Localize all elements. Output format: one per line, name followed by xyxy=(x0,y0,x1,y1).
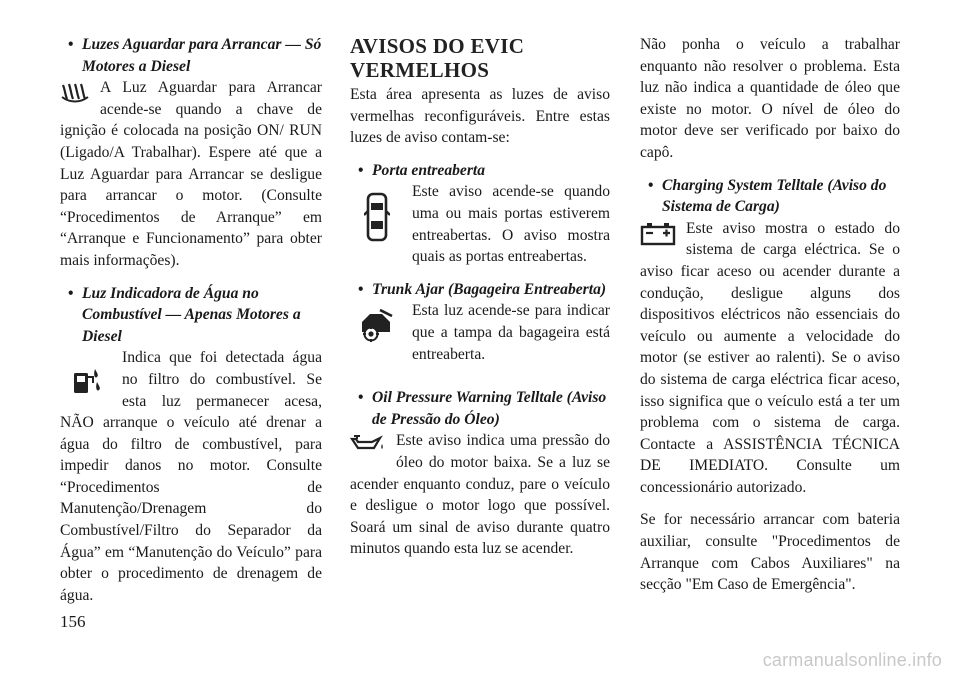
section-intro: Esta área apresenta as luzes de aviso vermelhas reconfiguráveis. Entre estas luzes de aviso contam-se: xyxy=(350,86,610,147)
glow-plug-icon xyxy=(60,81,90,103)
glow-plug-block xyxy=(60,77,322,271)
oil-pressure-text: Este aviso indica uma pressão do óleo do motor baixa. Se a luz se acender enquanto conduz, pare o veículo e desligue o motor logo que possível. Soará um sinal de aviso durante quatro minutos quando esta luz se acender. xyxy=(350,432,610,558)
charging-block xyxy=(640,218,900,499)
column-middle xyxy=(350,34,610,560)
charging-heading: • Charging System Telltale (Aviso do Sistema de Carga) xyxy=(640,175,900,218)
trunk-ajar-block xyxy=(350,300,610,365)
oil-pressure-heading: • Oil Pressure Warning Telltale (Aviso de Pressão do Óleo) xyxy=(350,387,610,430)
trunk-ajar-heading: • Trunk Ajar (Bagageira Entreaberta) xyxy=(350,279,610,301)
column-right xyxy=(640,34,900,596)
jump-start-paragraph: Se for necessário arrancar com bateria auxiliar, consulte "Procedimentos de Arranque com Cabos Auxiliares" na secção "Em Caso de Emergência". xyxy=(640,511,900,594)
door-ajar-text: Este aviso acende-se quando uma ou mais portas estiverem entreabertas. O aviso mostra quais as portas entreabertas. xyxy=(412,183,610,266)
trunk-ajar-icon xyxy=(358,308,394,342)
door-ajar-icon xyxy=(364,191,390,243)
column-left xyxy=(60,34,322,606)
glow-plug-heading: • Luzes Aguardar para Arrancar — Só Motores a Diesel xyxy=(60,34,322,77)
oil-pressure-block xyxy=(350,430,610,560)
door-ajar-heading: • Porta entreaberta xyxy=(350,160,610,182)
battery-icon xyxy=(640,222,676,246)
oil-paragraph: Não ponha o veículo a trabalhar enquanto não resolver o problema. Esta luz não indica a quantidade de óleo que existe no motor. O nível de óleo do motor deve ser verificado por baixo do capô. xyxy=(640,36,900,161)
watermark: carmanualsonline.info xyxy=(762,650,942,670)
page-number: 156 xyxy=(60,612,86,631)
water-in-fuel-text: Indica que foi detectada água no filtro do combustível. Se esta luz permanecer acesa, NÃO arranque o veículo até drenar a água do filtro de combustível, para impedir danos no motor. Consulte “Procedimentos de Manutenção/Drenagem do Combustível/Filtro do Separador da Água” em “Manutenção do Veículo” para obter o procedimento de drenagem de água. xyxy=(60,349,322,604)
glow-plug-text: A Luz Aguardar para Arrancar acende-se quando a chave de ignição é colocada na posição ON/ RUN (Ligado/A Trabalhar). Espere até que a Luz Aguardar para Arrancar se desligue para arrancar o motor. (Consulte “Procedimentos de Arranque” em “Arranque e Funcionamento” para obter mais informações). xyxy=(60,79,322,269)
charging-text: Este aviso mostra o estado do sistema de carga eléctrica. Se o aviso ficar aceso ou acender durante a condução, desligue alguns dos dispositivos eléctricos não essenciais do veículo ou aumente a velocidade do motor (se estiver ao ralenti). Se o aviso do sistema de carga eléctrica ficar aceso, isso significa que o veículo está a ter um problema com o sistema de carga. Contacte a ASSISTÊNCIA TÉCNICA DE IMEDIATO. Consulte um concessionário autorizado. xyxy=(640,219,900,496)
oil-pressure-icon xyxy=(350,433,384,453)
door-ajar-block xyxy=(350,181,610,267)
trunk-ajar-text: Esta luz acende-se para indicar que a tampa da bagageira está entreaberta. xyxy=(412,302,610,363)
water-in-fuel-heading: • Luz Indicadora de Água no Combustível — Apenas Motores a Diesel xyxy=(60,283,322,348)
section-title: AVISOS DO EVIC VERMELHOS xyxy=(350,34,525,82)
water-in-fuel-icon xyxy=(72,367,102,395)
water-in-fuel-block xyxy=(60,347,322,606)
